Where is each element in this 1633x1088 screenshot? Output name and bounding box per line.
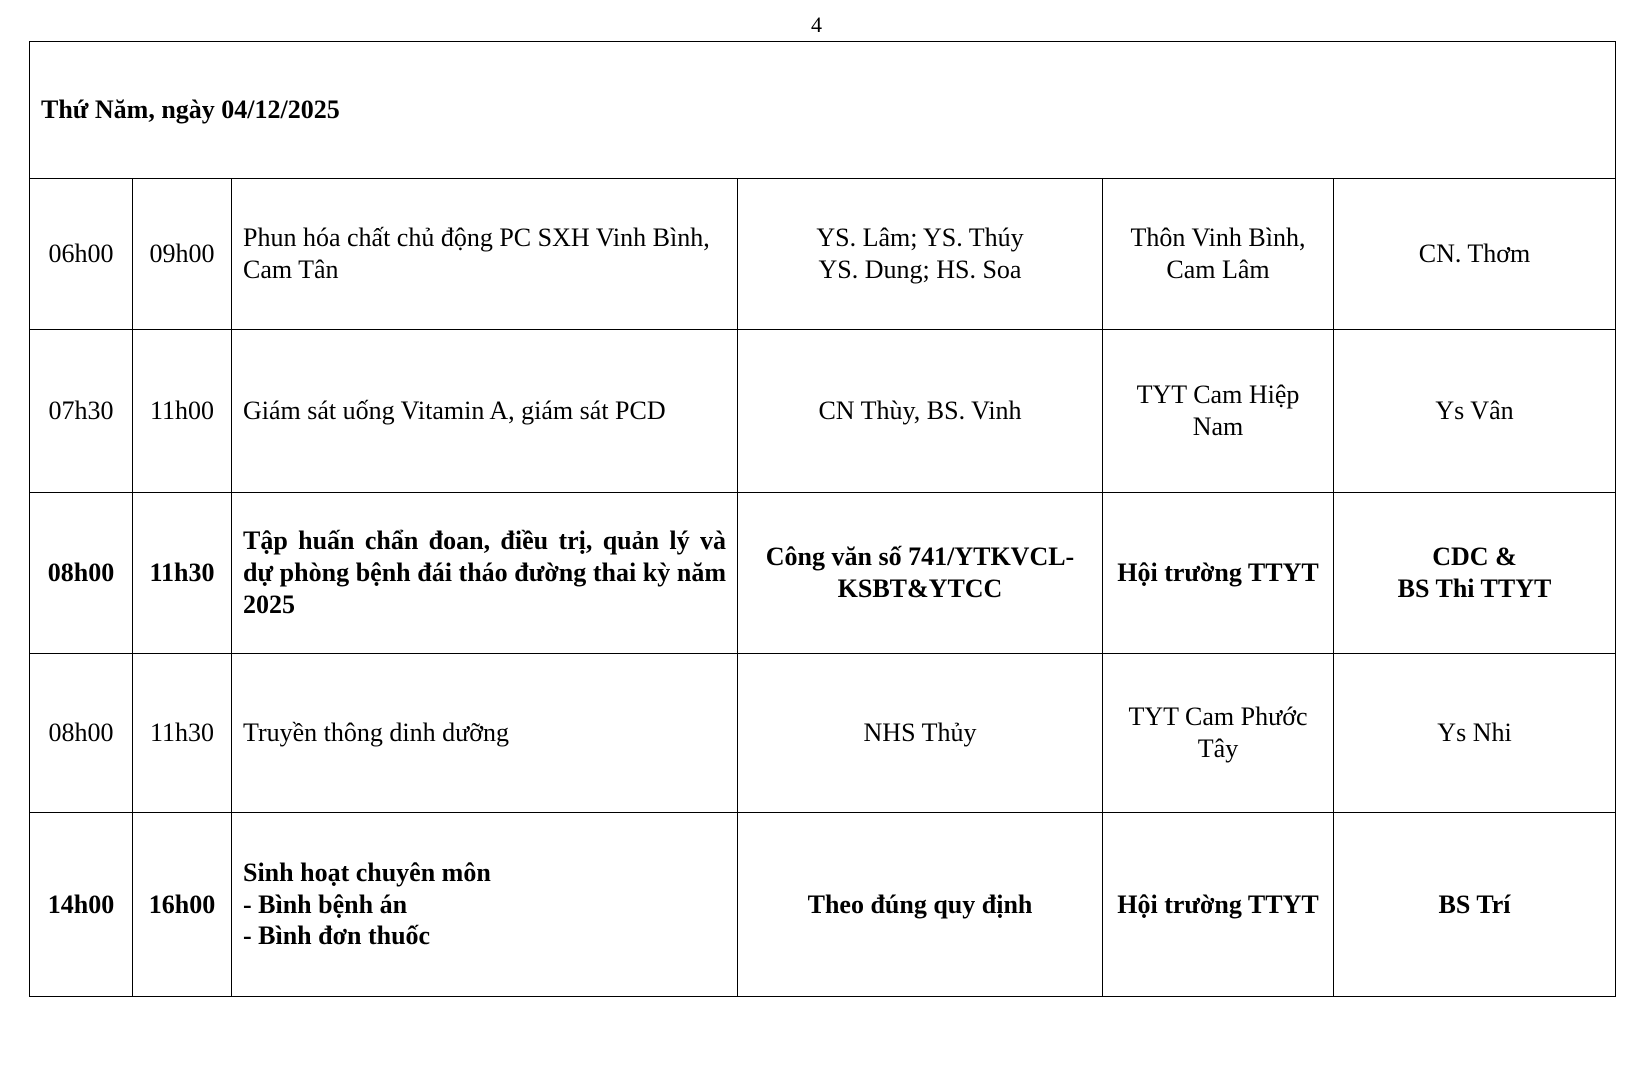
responsible-line: CDC & (1432, 542, 1517, 572)
day-heading: Thứ Năm, ngày 04/12/2025 (30, 42, 1616, 179)
participants-cell (738, 654, 1103, 813)
activity-cell (232, 654, 738, 813)
activity-line: Tập huấn chẩn đoan, điều trị, quản lý và dự phòng bệnh đái tháo đường thai kỳ năm 2025 (243, 526, 726, 619)
day-heading-row (30, 42, 1616, 179)
responsible-line: BS Trí (1438, 889, 1511, 919)
activity-cell (232, 179, 738, 330)
participants-cell (738, 179, 1103, 330)
responsible-cell (1334, 330, 1616, 493)
end-time-cell: 11h00 (133, 330, 232, 493)
start-time-cell: 14h00 (30, 813, 133, 997)
activity-line: Giám sát uống Vitamin A, giám sát PCD (243, 396, 666, 426)
activity-line: Truyền thông dinh dưỡng (243, 718, 509, 748)
location-cell (1103, 179, 1334, 330)
participants-line: YS. Dung; HS. Soa (818, 255, 1022, 284)
start-time-cell: 06h00 (30, 179, 133, 330)
activity-line: - Bình bệnh án (243, 889, 408, 919)
end-time-cell: 11h30 (133, 493, 232, 654)
location-line: Cam Lâm (1166, 255, 1270, 284)
schedule-row (30, 330, 1616, 493)
page-number: 4 (811, 12, 822, 37)
end-time-cell: 09h00 (133, 179, 232, 330)
schedule-row (30, 813, 1616, 997)
participants-cell (738, 330, 1103, 493)
participants-line: YS. Lâm; YS. Thúy (816, 223, 1024, 253)
responsible-cell (1334, 493, 1616, 654)
location-line: Nam (1192, 412, 1244, 441)
start-time-cell: 07h30 (30, 330, 133, 493)
location-line: Tây (1197, 734, 1239, 763)
responsible-line: Ys Vân (1435, 396, 1514, 426)
activity-cell (232, 493, 738, 654)
schedule-body (30, 42, 1616, 997)
responsible-cell (1334, 813, 1616, 997)
participants-line: Theo đúng quy định (807, 889, 1033, 919)
location-line: Hội trường TTYT (1117, 889, 1319, 919)
activity-line: - Bình đơn thuốc (243, 921, 431, 951)
participants-line: NHS Thủy (863, 718, 977, 748)
activity-cell (232, 330, 738, 493)
location-line: TYT Cam Hiệp (1136, 380, 1300, 410)
participants-line: Công văn số 741/YTKVCL- (765, 542, 1075, 572)
location-cell (1103, 330, 1334, 493)
participants-cell (738, 813, 1103, 997)
start-time-cell: 08h00 (30, 493, 133, 654)
location-line: Thôn Vinh Bình, (1130, 223, 1306, 253)
responsible-cell (1334, 654, 1616, 813)
start-time-cell: 08h00 (30, 654, 133, 813)
responsible-line: BS Thi TTYT (1397, 574, 1552, 603)
location-line: Hội trường TTYT (1117, 558, 1319, 588)
participants-line: KSBT&YTCC (837, 574, 1003, 603)
end-time-cell: 11h30 (133, 654, 232, 813)
schedule-table (29, 41, 1616, 997)
location-line: TYT Cam Phước (1128, 702, 1308, 732)
end-time-cell: 16h00 (133, 813, 232, 997)
responsible-line: CN. Thơm (1418, 239, 1531, 269)
location-cell (1103, 654, 1334, 813)
activity-line: Phun hóa chất chủ động PC SXH Vinh Bình, Cam Tân (243, 223, 710, 284)
participants-line: CN Thùy, BS. Vinh (818, 396, 1022, 426)
schedule-row (30, 654, 1616, 813)
location-cell (1103, 813, 1334, 997)
activity-cell (232, 813, 738, 997)
responsible-line: Ys Nhi (1437, 718, 1512, 748)
schedule-row (30, 493, 1616, 654)
location-cell (1103, 493, 1334, 654)
responsible-cell (1334, 179, 1616, 330)
schedule-row (30, 179, 1616, 330)
activity-line: Sinh hoạt chuyên môn (243, 857, 491, 887)
participants-cell (738, 493, 1103, 654)
